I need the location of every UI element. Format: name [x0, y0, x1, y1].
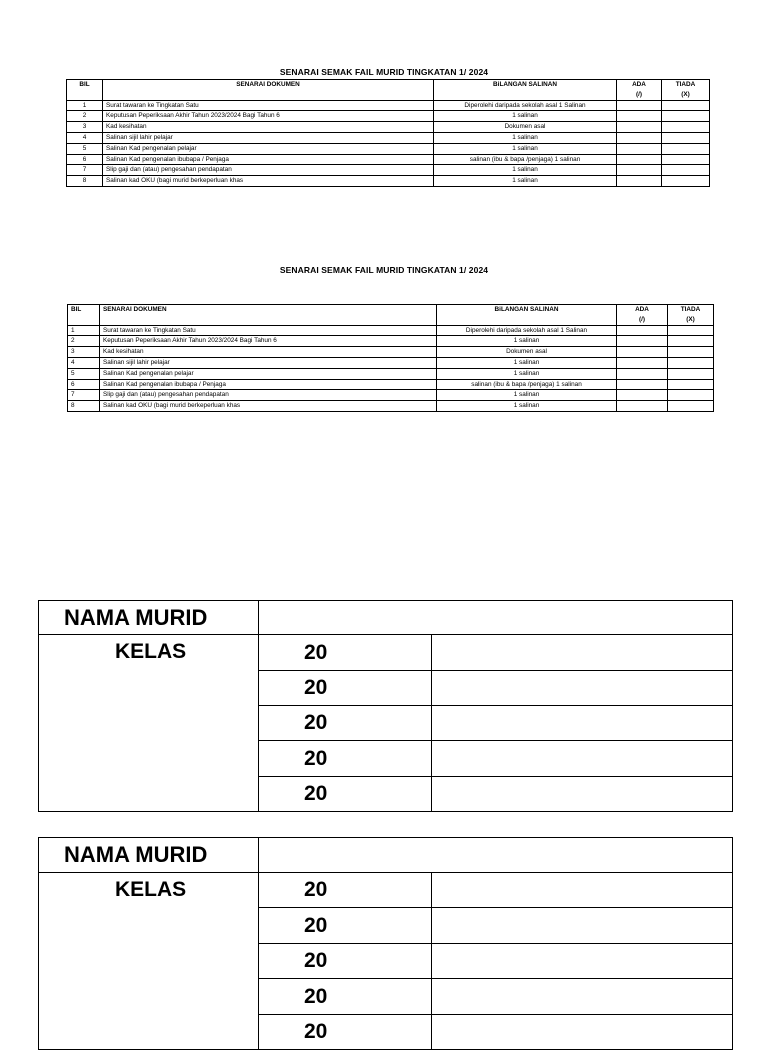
header-bil: BIL [67, 80, 103, 101]
table-row [67, 132, 710, 143]
kelas-label: KELAS [39, 635, 259, 812]
checklist-table [66, 79, 710, 187]
header-ada [617, 80, 662, 101]
salinan-cell: Dokumen asal [437, 347, 617, 358]
bil-cell: 4 [67, 132, 103, 143]
salinan-cell: 1 salinan [434, 143, 617, 154]
dokumen-cell: Keputusan Peperiksaan Akhir Tahun 2023/2024 Bagi Tahun 6 [103, 111, 434, 122]
header-dokumen: SENARAI DOKUMEN [103, 80, 434, 101]
tiada-checkbox[interactable] [662, 165, 710, 176]
checklist-title: SENARAI SEMAK FAIL MURID TINGKATAN 1/ 2024 [279, 265, 489, 275]
bil-cell: 6 [68, 379, 100, 390]
salinan-cell: Diperolehi daripada sekolah asal 1 Salinan [437, 325, 617, 336]
kelas-field[interactable] [432, 979, 733, 1015]
kelas-label: KELAS [39, 873, 259, 1050]
checklist-table [67, 304, 714, 412]
ada-checkbox[interactable] [617, 357, 668, 368]
tiada-checkbox[interactable] [662, 100, 710, 111]
tiada-checkbox[interactable] [668, 336, 714, 347]
header-tiada-label: TIADA [680, 306, 701, 313]
year-prefix: 20 [259, 1015, 432, 1050]
ada-checkbox[interactable] [617, 132, 662, 143]
bil-cell: 7 [68, 390, 100, 401]
ada-checkbox[interactable] [617, 379, 668, 390]
table-row [67, 122, 710, 133]
bil-cell: 8 [68, 401, 100, 412]
salinan-cell: Diperolehi daripada sekolah asal 1 Salinan [434, 100, 617, 111]
header-tiada-label: TIADA [675, 81, 696, 88]
ada-checkbox[interactable] [617, 143, 662, 154]
kelas-field[interactable] [432, 635, 733, 671]
table-row [68, 347, 714, 358]
header-tiada [668, 305, 714, 326]
salinan-cell: 1 salinan [434, 176, 617, 187]
salinan-cell: 1 salinan [437, 390, 617, 401]
dokumen-cell: Slip gaji dan (atau) pengesahan pendapatan [103, 165, 434, 176]
dokumen-cell: Salinan Kad pengenalan pelajar [100, 368, 437, 379]
year-prefix: 20 [259, 944, 432, 979]
tiada-checkbox[interactable] [662, 154, 710, 165]
tiada-checkbox[interactable] [662, 143, 710, 154]
table-row [67, 100, 710, 111]
tiada-checkbox[interactable] [662, 111, 710, 122]
bil-cell: 7 [67, 165, 103, 176]
ada-checkbox[interactable] [617, 368, 668, 379]
tiada-checkbox[interactable] [668, 325, 714, 336]
table-row [68, 357, 714, 368]
salinan-cell: 1 salinan [437, 357, 617, 368]
student-label-table [38, 600, 733, 812]
table-row [68, 325, 714, 336]
table-row [68, 390, 714, 401]
tiada-checkbox[interactable] [668, 347, 714, 358]
year-prefix: 20 [259, 741, 432, 777]
tiada-checkbox[interactable] [668, 368, 714, 379]
table-row [67, 111, 710, 122]
table-row [67, 176, 710, 187]
header-dokumen: SENARAI DOKUMEN [100, 305, 437, 326]
bil-cell: 1 [67, 100, 103, 111]
table-header-row [67, 80, 710, 101]
dokumen-cell: Kad kesihatan [103, 122, 434, 133]
dokumen-cell: Salinan Kad pengenalan ibubapa / Penjaga [100, 379, 437, 390]
header-salinan: BiLANGAN SALINAN [434, 80, 617, 101]
bil-cell: 4 [68, 357, 100, 368]
header-ada [617, 305, 668, 326]
dokumen-cell: Salinan sijil lahir pelajar [100, 357, 437, 368]
table-row [68, 368, 714, 379]
header-ada-label: ADA [632, 81, 646, 88]
ada-checkbox[interactable] [617, 176, 662, 187]
header-ada-label: ADA [635, 306, 649, 313]
dokumen-cell: Kad kesihatan [100, 347, 437, 358]
tiada-checkbox[interactable] [668, 379, 714, 390]
kelas-field[interactable] [432, 944, 733, 979]
ada-checkbox[interactable] [617, 390, 668, 401]
header-tiada-mark: (X) [681, 90, 690, 98]
header-tiada [662, 80, 710, 101]
ada-checkbox[interactable] [617, 401, 668, 412]
tiada-checkbox[interactable] [662, 122, 710, 133]
checklist-title: SENARAI SEMAK FAIL MURID TINGKATAN 1/ 2024 [279, 67, 489, 77]
ada-checkbox[interactable] [617, 347, 668, 358]
bil-cell: 3 [67, 122, 103, 133]
tiada-checkbox[interactable] [668, 390, 714, 401]
bil-cell: 3 [68, 347, 100, 358]
class-row [39, 873, 733, 908]
year-prefix: 20 [259, 908, 432, 944]
kelas-field[interactable] [432, 777, 733, 812]
ada-checkbox[interactable] [617, 100, 662, 111]
ada-checkbox[interactable] [617, 165, 662, 176]
dokumen-cell: Surat tawaran ke Tingkatan Satu [100, 325, 437, 336]
table-row [67, 143, 710, 154]
kelas-field[interactable] [432, 873, 733, 908]
ada-checkbox[interactable] [617, 122, 662, 133]
ada-checkbox[interactable] [617, 336, 668, 347]
header-tiada-mark: (X) [686, 315, 695, 323]
ada-checkbox[interactable] [617, 325, 668, 336]
bil-cell: 2 [68, 336, 100, 347]
student-label-table [38, 837, 733, 1050]
table-row [67, 154, 710, 165]
salinan-cell: 1 salinan [434, 132, 617, 143]
header-bil: BIL [68, 305, 100, 326]
header-ada-mark: (/) [638, 315, 646, 323]
name-row [39, 838, 733, 873]
salinan-cell: salinan (ibu & bapa /penjaga) 1 salinan [437, 379, 617, 390]
nama-murid-field[interactable] [259, 838, 733, 873]
salinan-cell: 1 salinan [437, 336, 617, 347]
table-header-row [68, 305, 714, 326]
header-salinan: BiLANGAN SALINAN [437, 305, 617, 326]
tiada-checkbox[interactable] [668, 357, 714, 368]
salinan-cell: salinan (ibu & bapa /penjaga) 1 salinan [434, 154, 617, 165]
year-prefix: 20 [259, 635, 432, 671]
year-prefix: 20 [259, 777, 432, 812]
nama-murid-label: NAMA MURID [39, 838, 259, 873]
salinan-cell: 1 salinan [434, 111, 617, 122]
dokumen-cell: Salinan kad OKU (bagi murid berkeperluan khas [100, 401, 437, 412]
dokumen-cell: Keputusan Peperiksaan Akhir Tahun 2023/2024 Bagi Tahun 6 [100, 336, 437, 347]
bil-cell: 5 [67, 143, 103, 154]
tiada-checkbox[interactable] [662, 132, 710, 143]
kelas-field[interactable] [432, 706, 733, 741]
dokumen-cell: Salinan kad OKU (bagi murid berkeperluan khas [103, 176, 434, 187]
ada-checkbox[interactable] [617, 111, 662, 122]
table-row [68, 379, 714, 390]
year-prefix: 20 [259, 979, 432, 1015]
bil-cell: 6 [67, 154, 103, 165]
dokumen-cell: Slip gaji dan (atau) pengesahan pendapatan [100, 390, 437, 401]
bil-cell: 1 [68, 325, 100, 336]
dokumen-cell: Surat tawaran ke Tingkatan Satu [103, 100, 434, 111]
year-prefix: 20 [259, 873, 432, 908]
dokumen-cell: Salinan sijil lahir pelajar [103, 132, 434, 143]
year-prefix: 20 [259, 706, 432, 741]
ada-checkbox[interactable] [617, 154, 662, 165]
tiada-checkbox[interactable] [662, 176, 710, 187]
table-row [68, 336, 714, 347]
nama-murid-field[interactable] [259, 601, 733, 635]
nama-murid-label: NAMA MURID [39, 601, 259, 635]
bil-cell: 8 [67, 176, 103, 187]
name-row [39, 601, 733, 635]
kelas-field[interactable] [432, 908, 733, 944]
salinan-cell: 1 salinan [434, 165, 617, 176]
header-ada-mark: (/) [635, 90, 643, 98]
table-row [68, 401, 714, 412]
kelas-field[interactable] [432, 671, 733, 706]
salinan-cell: 1 salinan [437, 368, 617, 379]
bil-cell: 5 [68, 368, 100, 379]
kelas-field[interactable] [432, 1015, 733, 1050]
salinan-cell: Dokumen asal [434, 122, 617, 133]
kelas-field[interactable] [432, 741, 733, 777]
class-row [39, 635, 733, 671]
salinan-cell: 1 salinan [437, 401, 617, 412]
bil-cell: 2 [67, 111, 103, 122]
tiada-checkbox[interactable] [668, 401, 714, 412]
table-row [67, 165, 710, 176]
year-prefix: 20 [259, 671, 432, 706]
dokumen-cell: Salinan Kad pengenalan ibubapa / Penjaga [103, 154, 434, 165]
dokumen-cell: Salinan Kad pengenalan pelajar [103, 143, 434, 154]
